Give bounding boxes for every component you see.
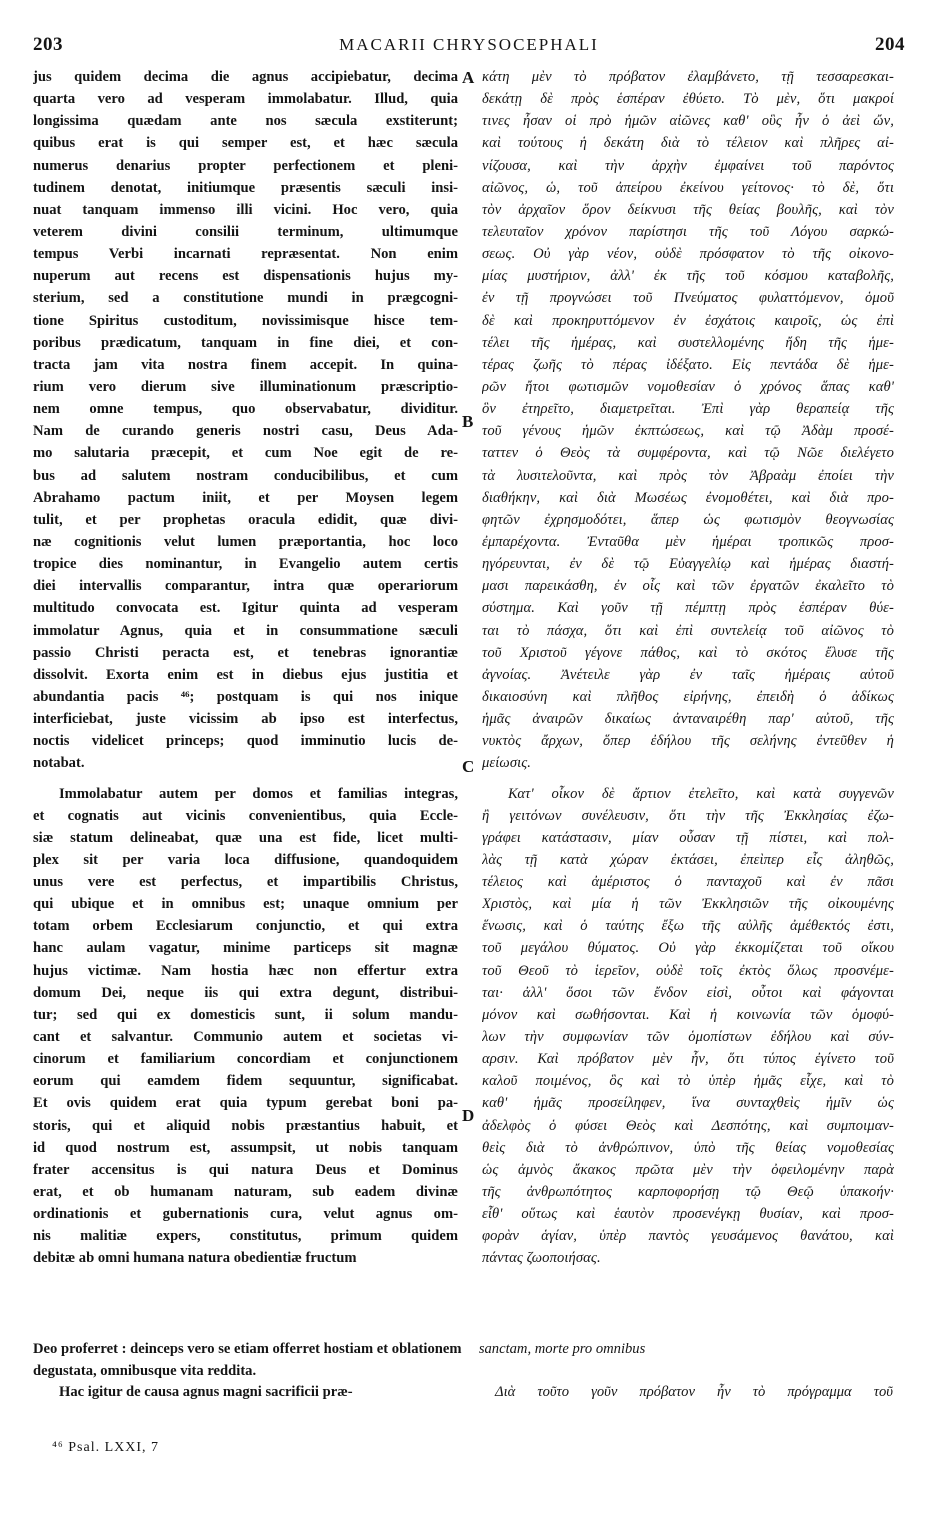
latin-paragraph-2-line: siæ statum delineabat, quæ una est fide, licet multi- [33, 829, 458, 846]
paragraph-gap [33, 775, 458, 783]
latin-paragraph-2-line: Immolabatur autem per domos et familias integras, [59, 785, 458, 802]
latin-paragraph-1-line: veterem divini consilii terminum, ultimumque [33, 223, 458, 240]
latin-paragraph-2-line: eorum qui eamdem fidem sequuntur, significabat. [33, 1073, 458, 1090]
latin-paragraph-1-line: quarta vero ad vesperam immolabatur. Illud, quia [33, 91, 458, 108]
latin-paragraph-2-line: tur; sed qui ex domesticis sunt, ii solum mandu- [33, 1006, 458, 1023]
page-number-right: 204 [875, 34, 905, 55]
greek-paragraph-2-line: ἢ γειτόνων συνέλευσιν, ὅτι τὴν τῆς Ἐκκλησίας ἐζω- [482, 807, 894, 824]
latin-paragraph-1-line: tione Spiritus custoditum, novissimisque hisce tem- [33, 312, 458, 329]
greek-paragraph-1-line: σύστημα. Καὶ γοῦν τῇ πέμπτῃ πρὸς ἑσπέραν θύε- [482, 600, 894, 617]
latin-paragraph-2-line: id quod nostrum est, assumpsit, ut nobis tanquam [33, 1139, 458, 1156]
greek-paragraph-1-line: νίζουσα, καὶ τὴν ἀρχὴν ἐμφαίνει τοῦ παρόντος [482, 157, 894, 174]
latin-paragraph-1-line: passio Christi peracta est, et tenebras ignorantiæ [33, 644, 458, 661]
latin-paragraph-2-line: cinorum et familiarium concordiam et conjunctionem [33, 1051, 458, 1068]
greek-paragraph-1-line: τὰ λυσιτελοῦντα, καὶ πρὸς τὸν Ἀβραὰμ ἐποίει τὴν [482, 467, 894, 484]
full-width-line [33, 1338, 893, 1382]
greek-paragraph-1-line: τοῦ γένους ἡμῶν ἐκπτώσεως, καὶ τῷ Ἀδὰμ προσέ- [482, 423, 894, 440]
latin-paragraph-1-line: Nam de curando generis nostri casu, Deus Ada- [33, 423, 458, 440]
greek-paragraph-2-line: ἀδελφὸς ὁ φύσει Θεὸς καὶ Δεσπότης, καὶ συμποιμαν- [482, 1117, 894, 1134]
latin-paragraph-1-line: sterium, sed a constitutione mundi in prægcogni- [33, 290, 458, 307]
latin-paragraph-1-line: tudinem denotat, initiumque præsentis sæculi insi- [33, 179, 458, 196]
greek-paragraph-1-line: νυκτὸς ἄρχων, ὅπερ ἐδήλου τῆς σελήνης ἐντεῦθεν ἡ [482, 733, 894, 750]
full-width-line-latin: Deo proferret : deinceps vero se etiam offerret hostiam et oblationem [33, 1341, 462, 1357]
greek-paragraph-1-line: τινες ἦσαν οἱ πρὸ ἡμῶν αἰῶνες καθ' οὓς ἦν ὁ ἀεὶ ὤν, [482, 113, 894, 130]
full-width-line-tail: sanctam, morte pro omnibus [478, 1341, 646, 1357]
latin-column [33, 66, 458, 1270]
greek-column [482, 66, 894, 1270]
latin-paragraph-1-line: nem omne tempus, quo observabatur, dividitur. [33, 401, 458, 418]
greek-paragraph-1-line: μείωσις. [482, 755, 532, 772]
latin-paragraph-2-line: Et ovis quidem erat quia typum gerebat boni pa- [33, 1095, 458, 1112]
paragraph-gap [482, 775, 894, 783]
continuation-line: degustata, omnibusque vita reddita. [33, 1363, 257, 1380]
greek-paragraph-1-line: τελευταῖον χρόνον παρίστησι τῆς τοῦ Λόγου σαρκώ- [482, 223, 894, 240]
greek-paragraph-2-line: τῆς ἀνθρωπότητος καρποφορήσῃ τῷ Θεῷ ὑπακοήν· [482, 1184, 894, 1201]
greek-paragraph-2-line: ὡς ἀμνὸς ἄκακος πρῶτα μὲν τὴν ὀφειλομένην παρὰ [482, 1161, 894, 1178]
latin-paragraph-1-line: interficiebat, juste vicissim ab ipso est interfectus, [33, 711, 458, 728]
greek-paragraph-2-line: λὰς τῇ κατὰ χώραν ἐκτάσει, ἐπεὶπερ εἷς ἀληθῶς, [482, 851, 894, 868]
latin-paragraph-1-line: bus ad salutem nostram conducibilibus, et cum [33, 467, 458, 484]
latin-paragraph-1-line: diei intervallis comparantur, intra quæ operariorum [33, 578, 458, 595]
latin-paragraph-2-line: nis malitiæ expers, constitutus, primum quidem [33, 1228, 458, 1245]
footnote: ⁴⁶ Psal. LXXI, 7 [52, 1440, 160, 1455]
greek-paragraph-1-line: ἡμᾶς ἀναιρῶν δικαίως ἀνταναιρέθη παρ' αὐτοῦ, τῆς [482, 711, 894, 728]
latin-paragraph-1-line: mo salutaria præcepit, et cum Noe egit de re- [33, 445, 458, 462]
greek-paragraph-1-line: τοῦ Χριστοῦ γέγονε πάθος, καὶ τὸ σκότος ἔλυσε τῆς [482, 644, 894, 661]
latin-paragraph-2-line: domum Dei, neque iis qui extra degunt, distribui- [33, 984, 458, 1001]
greek-paragraph-1-line: μασι παρεικάσθη, ἐν οἷς καὶ τῶν ἐργατῶν ἐκαλεῖτο τὸ [482, 578, 894, 595]
section-marker-d: D [462, 1106, 475, 1125]
latin-paragraph-1-line: abundantia pacis ⁴⁶; postquam is qui nos inique [33, 688, 458, 705]
greek-paragraph-1-line: τὸν ἀρχαῖον ὅρον δείκνυσι τῆς θείας βουλῆς, καὶ τὸν [482, 201, 894, 218]
page-header [33, 34, 905, 56]
latin-paragraph-1-line: nuperum aut recens est dispensationis hujus my- [33, 268, 458, 285]
page-number-left: 203 [33, 34, 63, 55]
greek-paragraph-1-line: ρῶν ἤτοι φωτισμῶν νομοθεσίαν ὁ χρόνος ἅπας καθ' [482, 378, 894, 395]
latin-paragraph-2-line: cant et salvantur. Communio autem et societas vi- [33, 1029, 458, 1046]
greek-paragraph-1-line: ταττεν ὁ Θεὸς τὰ συμφέροντα, καὶ τῷ Νῶε διελέγετο [482, 445, 894, 462]
greek-paragraph-1-line: σεως. Οὐ γὰρ νέον, οὐδὲ πρόσφατον τὸ τῆς οἰκονο- [482, 246, 894, 263]
latin-paragraph-1-line: rium vero dierum sive illuminationum præscriptio- [33, 378, 458, 395]
greek-paragraph-1-line: μίας μυστήριον, ἀλλ' ἐκ τῆς τοῦ κόσμου καταβολῆς, [482, 268, 894, 285]
latin-paragraph-1-line: notabat. [33, 755, 85, 772]
greek-paragraph-2-line: φορὰν ἁγίαν, ὑπὲρ παντὸς γευσάμενος θανάτου, καὶ [482, 1228, 894, 1245]
latin-paragraph-1-line: dissolvit. Exorta enim est in diebus ejus justitia et [33, 666, 458, 683]
greek-paragraph-1-line: διαθήκην, καὶ διὰ Μωσέως ἐνομοθέτει, καὶ διὰ προ- [482, 489, 894, 506]
latin-paragraph-1-line: multitudo convocata est. Igitur quinta ad vesperam [33, 600, 458, 617]
latin-paragraph-1-line: nuat tanquam immenso illi vicini. Hoc vero, quia [33, 201, 458, 218]
section-marker-c: C [462, 757, 475, 776]
latin-paragraph-2-line: totam orbem Ecclesiarum conjunctio, et qui extra [33, 918, 458, 935]
greek-paragraph-1-line: δεκάτῃ δὲ πρὸς ἑσπέραν ἐθύετο. Τὸ μὲν, ὅτι μακροί [482, 91, 894, 108]
greek-paragraph-2-line: καθ' ἡμᾶς προσείληφεν, ἵνα συνταχθεὶς ἡμῖν ὡς [482, 1095, 894, 1112]
latin-paragraph-1-line: immolatur Agnus, quia et in consummatione sæculi [33, 622, 458, 639]
greek-paragraph-1-line: δὲ καὶ προκηρυττόμενον ἐν ἐσχάτοις καιροῖς, ὡς ἐπὶ [482, 312, 894, 329]
greek-paragraph-1-line: δικαιοσύνη καὶ πλῆθος εἰρήνης, ἐπειδὴ ὁ ἀδίκως [482, 688, 894, 705]
greek-paragraph-2-line: τέλειος καὶ ἀμέριστος ὁ πανταχοῦ καὶ ἐν πᾶσι [482, 874, 894, 891]
latin-paragraph-1-line: longissima quædam ante nos sæcula exstiterunt; [33, 113, 458, 130]
latin-paragraph-1-line: tropice dies nominantur, in Evangelio autem certis [33, 556, 458, 573]
latin-paragraph-1-line: tulit, et per prophetas oracula edidit, quæ divi- [33, 511, 458, 528]
greek-paragraph-1-line: ηγόρευνται, ἐν δὲ τῷ Εὐαγγελίῳ καὶ ἡμέρας διαστή- [482, 556, 894, 573]
latin-paragraph-2-line: erat, et ob humanam naturam, sub eadem divinæ [33, 1184, 458, 1201]
latin-paragraph-2-line: hanc aulam vagatur, minime particeps sit magnæ [33, 940, 458, 957]
greek-paragraph-1-line: ὃν ἐτηρεῖτο, διαμετρεῖται. Ἐπὶ γὰρ θεραπείᾳ τῆς [482, 401, 894, 418]
latin-paragraph-1-line: Abrahamo pactum iniit, et per Moysen legem [33, 489, 458, 506]
greek-paragraph-2-line: λων τὴν συμφωνίαν τῶν ὁμοπίστων ἐδήλου καὶ σύν- [482, 1029, 894, 1046]
greek-paragraph-2-line: τοῦ μεγάλου θύματος. Οὐ γὰρ ἐκκομίζεται τοῦ οἴκου [482, 940, 894, 957]
latin-paragraph-2-line: qui ubique et in omnibus est; unaque omnium per [33, 896, 458, 913]
greek-paragraph-2-line: τοῦ Θεοῦ τὸ ἱερεῖον, οὐδὲ τοῖς ἐκτὸς ὅλως προσνέμε- [482, 962, 894, 979]
latin-paragraph-1-line: tracta jam vita nostra finem accepit. In quina- [33, 356, 458, 373]
latin-paragraph-1-line: quibus erat is qui semper est, et hæc sæcula [33, 135, 458, 152]
greek-paragraph-2-line: ἕνωσις, καὶ ὁ ταύτης ἔξω τῆς αὐλῆς ἀμέθεκτός ἐστι, [482, 918, 894, 935]
greek-paragraph-2-line: καλοῦ ποιμένος, ὃς καὶ τὸ ὑπὲρ ἡμᾶς εἶχε, καὶ τὸ [482, 1073, 894, 1090]
greek-paragraph-2-line: γράφει κατάστασιν, μίαν οὖσαν τῇ πίστει, καὶ πολ- [482, 829, 894, 846]
greek-paragraph-2-line: θεὶς διὰ τὸ ἀνθρώπινον, ὑπὸ τῆς θείας νομοθεσίας [482, 1139, 894, 1156]
greek-paragraph-1-line: ται τὸ πάσχα, ὅτι καὶ ἐπὶ συντελείᾳ τοῦ αἰῶνος τὸ [482, 622, 894, 639]
latin-paragraph-1-line: numerus denarius propter perfectionem et pleni- [33, 157, 458, 174]
greek-paragraph-1-line: τέλει τῆς ἡμέρας, καὶ συστελλομένης ἤδη τῆς ἡμε- [482, 334, 894, 351]
latin-paragraph-2-line: debitæ ab omni humana natura obedientiæ fructum [33, 1250, 357, 1267]
greek-paragraph-1-line: αἰῶνος, ὡ, τοῦ ἀπείρου ἐκείνου γείτονος· τὸ δὲ, ὅτι [482, 179, 894, 196]
greek-paragraph-1-line: κάτη μὲν τὸ πρόβατον ἐλαμβάνετο, τῇ τεσσαρεσκαι- [482, 69, 894, 85]
latin-paragraph-2-line: et cognatis aut vicinis convenientibus, quia Eccle- [33, 807, 458, 824]
section-marker-b: B [462, 412, 474, 431]
latin-paragraph-1-line: tempus Verbi incarnati repræsentat. Non enim [33, 246, 458, 263]
latin-paragraph-2-line: hujus victimæ. Nam hostia hæc non effertur extra [33, 962, 458, 979]
greek-paragraph-2-line: Χριστὸς, καὶ μία ἡ τῶν Ἐκκλησιῶν τῆς οἰκουμένης [482, 896, 894, 913]
greek-paragraph-1-line: ἐμπαρέχοντα. Ἐνταῦθα μὲν ἡμέραι τροπικῶς προσ- [482, 533, 894, 550]
latin-paragraph-2-line: ordinationis et gubernationis cura, velut agnus om- [33, 1206, 458, 1223]
latin-paragraph-2-line: plex sit per varia loca diffusione, quandoquidem [33, 851, 458, 868]
greek-paragraph-2-line: μόνον καὶ σωθήσονται. Καὶ ἡ κοινωνία τῶν ὁμοφύ- [482, 1006, 894, 1023]
latin-paragraph-2-line: storis, qui et aliquid nobis præstantius habuit, et [33, 1117, 458, 1134]
greek-paragraph-1-line: ἀγνοίας. Ἀνέτειλε γὰρ ἐν ταῖς ἡμέραις αὐτοῦ [482, 666, 894, 683]
greek-paragraph-2-line: πάντας ζωοποιήσας. [482, 1250, 601, 1267]
greek-paragraph-1-line: ἐν τῇ προγνώσει τοῦ Πνεύματος φυλαττόμενον, ὁμοῦ [482, 290, 894, 307]
latin-paragraph-1-line: noctis videlicet princeps; quod imminutio lucis de- [33, 733, 458, 750]
greek-paragraph-2-line: Κατ' οἶκον δὲ ἄρτιον ἐτελεῖτο, καὶ κατὰ συγγενῶν [508, 785, 894, 802]
running-title: MACARII CHRYSOCEPHALI [339, 35, 599, 54]
greek-paragraph-1-line: καὶ τούτους ἡ δεκάτη διὰ τὸ τέλειον καὶ πλῆρες αἰ- [482, 135, 894, 152]
closing-latin-line: Hac igitur de causa agnus magni sacrificii præ- [59, 1384, 353, 1400]
latin-paragraph-1-line: poribus prædicatum, tanquam in fine diei, et con- [33, 334, 458, 351]
latin-paragraph-1-line: jus quidem decima die agnus accipiebatur, decima [33, 69, 458, 85]
greek-paragraph-1-line: φητῶν ἐχρησμοδότει, ἅπερ ὡς φωτισμὸν θεογνωσίας [482, 511, 894, 528]
greek-paragraph-1-line: τέρας ζωῆς τὸ πέρας ἰδέξατο. Εἰς πεντάδα δὲ ἡμε- [482, 356, 894, 373]
latin-paragraph-2-line: unus vere est perfectus, et impartibilis Christus, [33, 874, 458, 891]
section-marker-a: A [462, 68, 475, 87]
greek-paragraph-2-line: εἶθ' οὕτως καὶ ἑαυτὸν προσενέγκῃ θυσίαν, καὶ προσ- [482, 1206, 894, 1223]
closing-greek-line: Διὰ τοῦτο γοῦν πρόβατον ἦν τὸ πρόγραμμα τοῦ [495, 1384, 893, 1400]
greek-paragraph-2-line: αρσιν. Καὶ πρόβατον μὲν ἦν, ὅτι τύπος ἐγίνετο τοῦ [482, 1051, 894, 1068]
latin-paragraph-1-line: næ cognitionis velut lumen præportantia, hoc loco [33, 533, 458, 550]
latin-paragraph-2-line: frater accensitus is qui natura Deus et Dominus [33, 1161, 458, 1178]
greek-paragraph-2-line: ται· ἀλλ' ὅσοι τῶν ἔνδον εἰσὶ, οὗτοι καὶ φάγονται [482, 984, 894, 1001]
